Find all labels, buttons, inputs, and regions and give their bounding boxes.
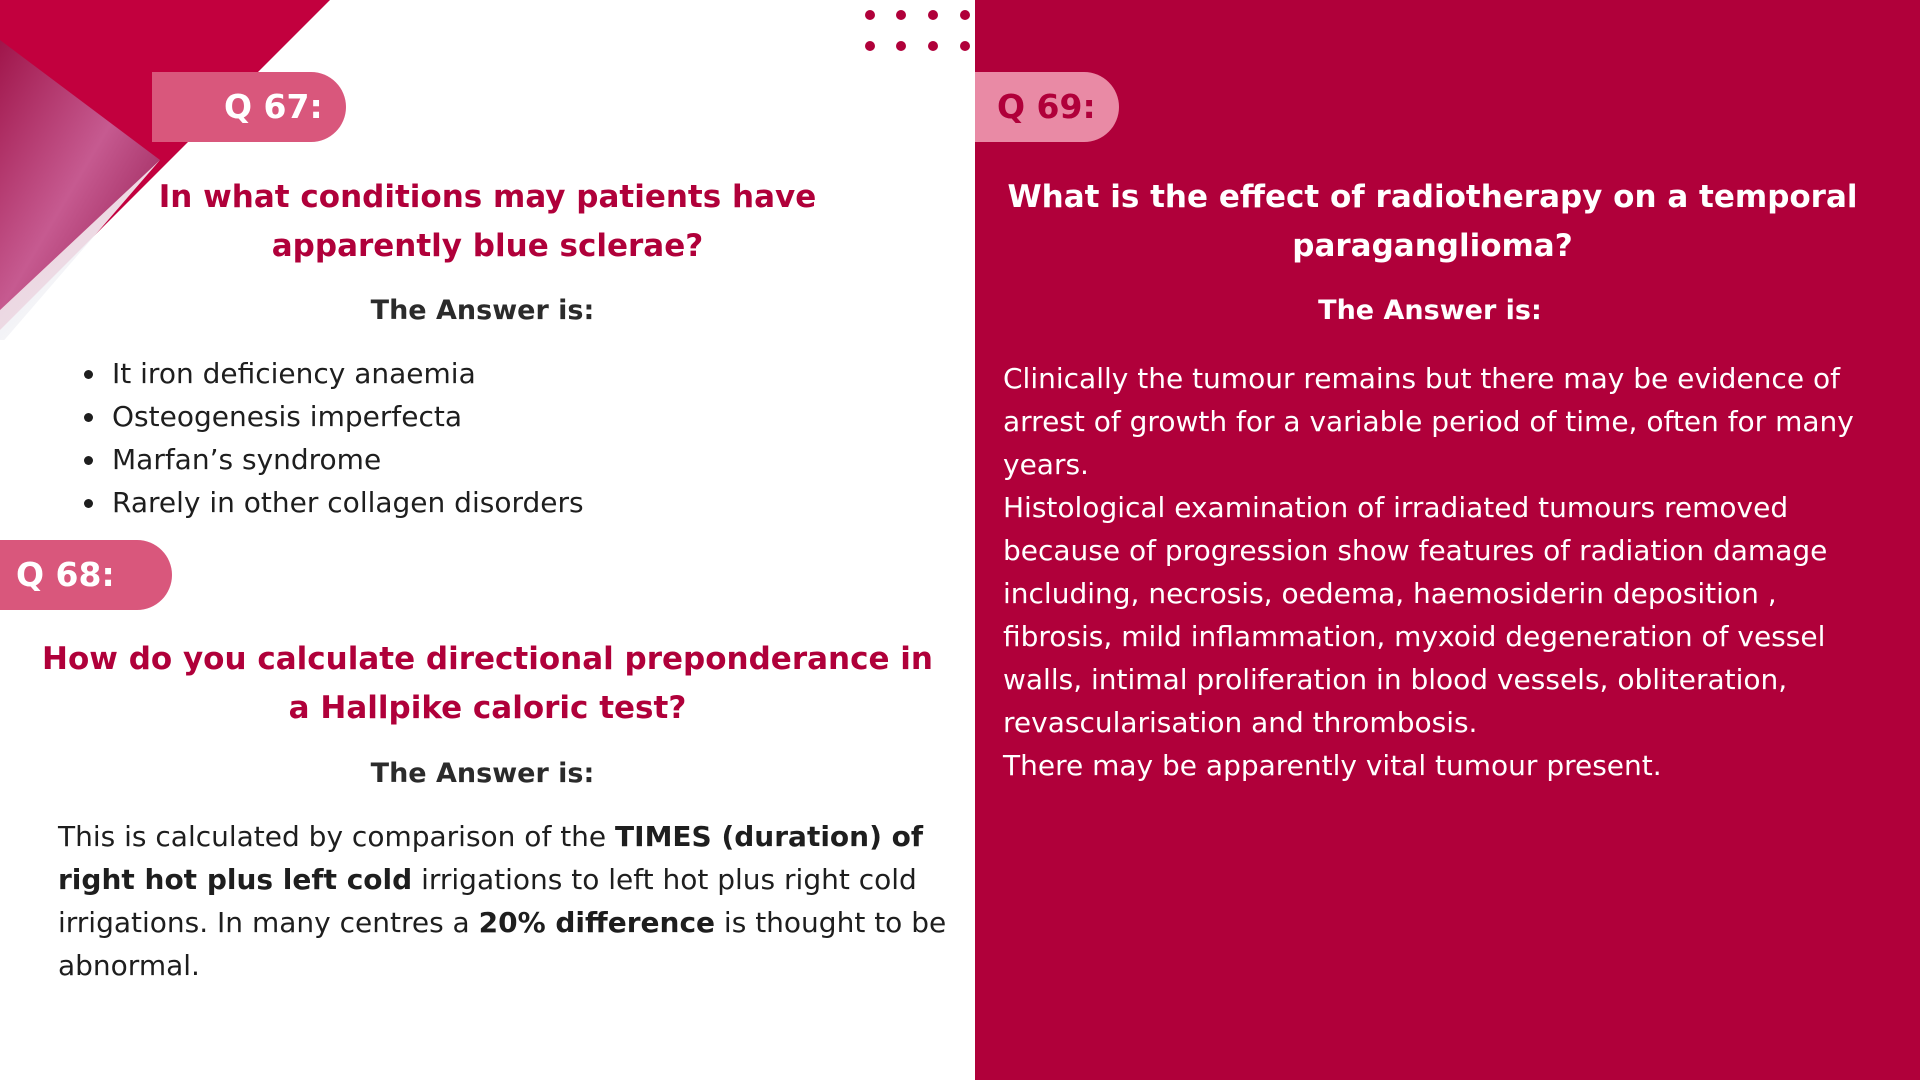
answer-paragraph: There may be apparently vital tumour present. — [1003, 749, 1662, 782]
q69-answer-text — [1003, 357, 1883, 787]
q67-answer-list — [72, 352, 988, 524]
list-item: • Rarely in other collagen disorders — [108, 481, 988, 524]
dot-pattern-decoration — [860, 4, 980, 58]
list-item: • Marfan’s syndrome — [108, 438, 988, 481]
answer-text-segment: irrigations to left hot plus right cold irrigations. In many centres a — [58, 863, 917, 939]
answer-paragraph: Histological examination of irradiated tumours removed because of progression show features of radiation damage including, necrosis, oedema, haemosiderin deposition , fibrosis, mild inflammation, myxoid degeneration of vessel walls, intimal proliferation in blood vessels, obliteration, revascularisation and thrombosis. — [1003, 491, 1828, 739]
q69-question: What is the effect of radiotherapy on a temporal paraganglioma? — [1007, 179, 1858, 264]
q68-question: How do you calculate directional preponderance in a Hallpike caloric test? — [42, 641, 933, 726]
q67-answer-label: The Answer is: — [370, 295, 595, 326]
list-item: • It iron deficiency anaemia — [108, 352, 988, 395]
q68-badge: Q 68: — [0, 540, 172, 610]
q67-badge: Q 67: — [152, 72, 346, 142]
answer-bold-segment: 20% difference — [478, 906, 716, 939]
q68-answer-label: The Answer is: — [370, 758, 595, 789]
answer-paragraph: Clinically the tumour remains but there may be evidence of arrest of growth for a variable period of time, often for many years. — [1003, 362, 1854, 481]
list-item: • Osteogenesis imperfecta — [108, 395, 988, 438]
q68-answer-text — [58, 815, 958, 987]
q67-question: In what conditions may patients have apparently blue sclerae? — [158, 179, 817, 264]
answer-bold-segment: TIMES (duration) of right hot plus left cold — [58, 820, 924, 896]
q69-answer-label: The Answer is: — [1318, 295, 1542, 326]
answer-text-segment: This is calculated by comparison of the — [58, 820, 616, 853]
answer-text-segment: is thought to be abnormal. — [58, 906, 947, 982]
q69-badge: Q 69: — [975, 72, 1119, 142]
corner-decoration — [0, 0, 340, 340]
